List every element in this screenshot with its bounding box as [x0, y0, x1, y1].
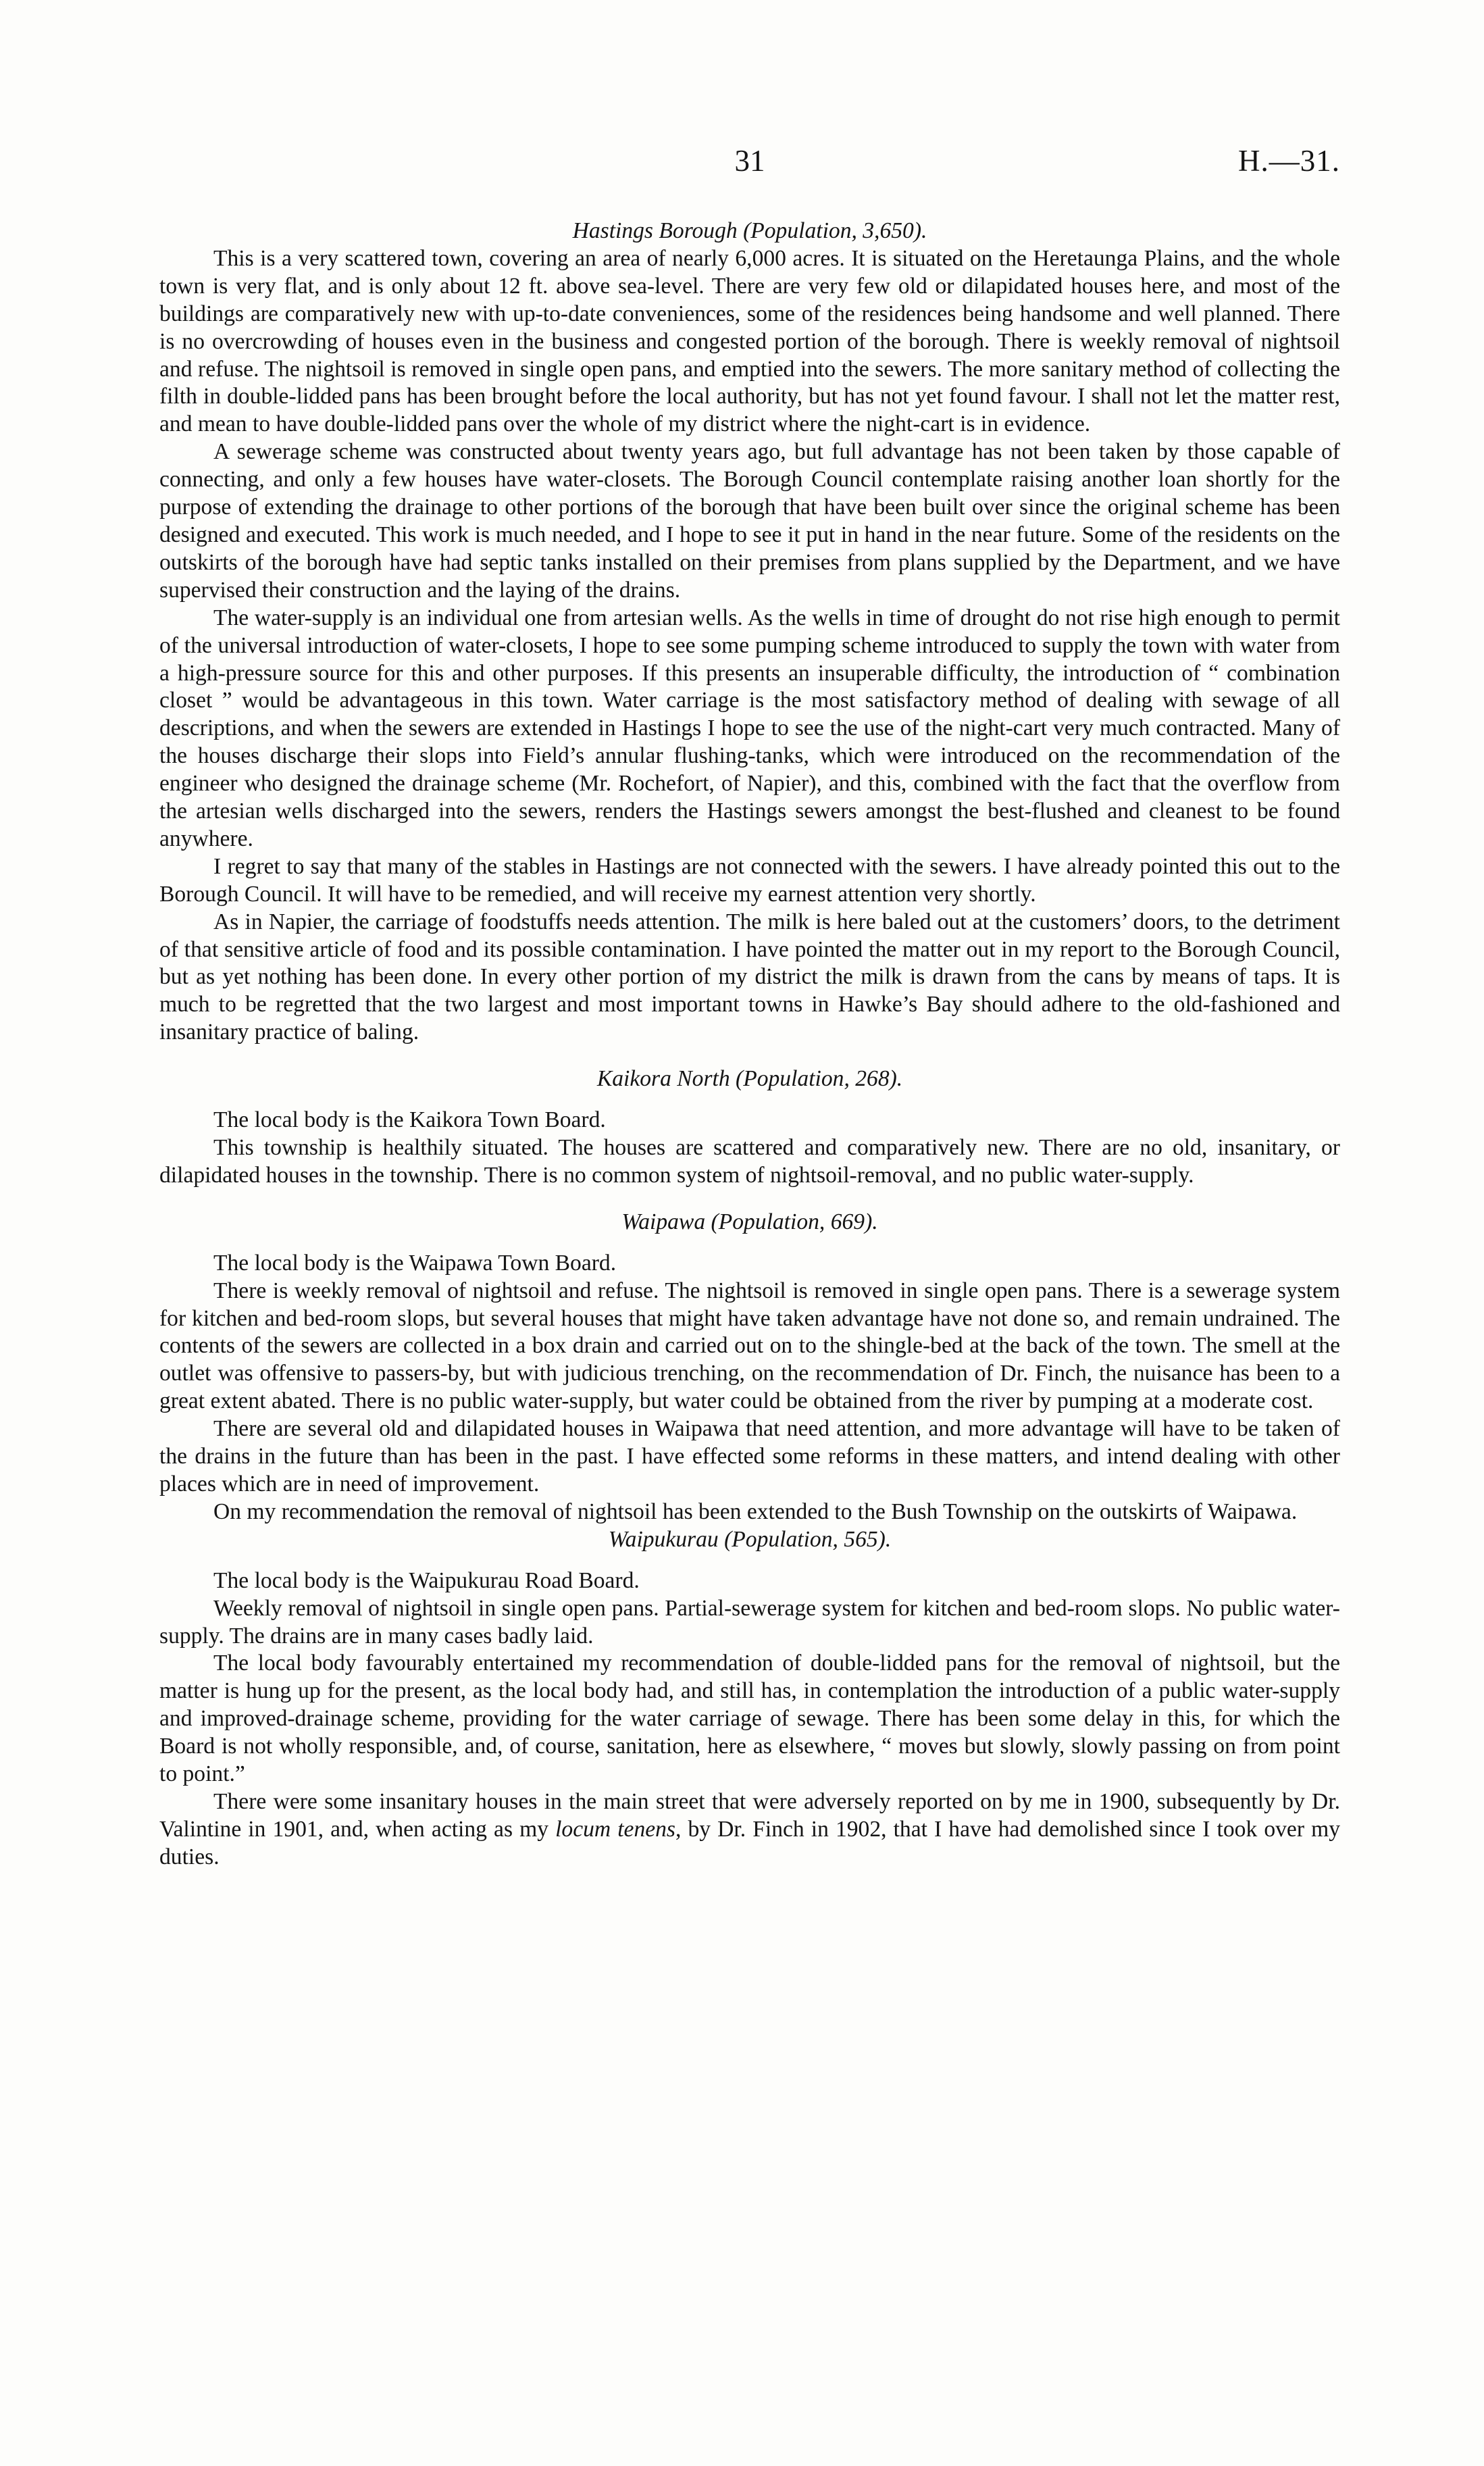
- paragraph: There is weekly removal of nightsoil and refuse. The nightsoil is removed in single open pans. There is a sewerage system for kitchen and bed-room slops, but several houses that might have taken advantage have not done so, and remain undrained. The contents of the sewers are collected in a box drain and carried out on to the shingle-bed at the back of the town. The smell at the outlet was offensive to passers-by, but with judicious trenching, on the recommendation of Dr. Finch, the nuisance has been to a great extent abated. There is no public water-supply, but water could be obtained from the river by pumping at a moderate cost.: [159, 1278, 1340, 1414]
- page-number: 31: [734, 144, 765, 178]
- paragraph: Weekly removal of nightsoil in single open pans. Partial-sewerage system for kitchen and bed-room slops. No public water-supply. The drains are in many cases badly laid.: [159, 1595, 1340, 1649]
- paragraph: A sewerage scheme was constructed about twenty years ago, but full advantage has not been taken by those capable of connecting, and only a few houses have water-closets. The Borough Council contemplate raising another loan shortly for the purpose of extending the drainage to other portions of the borough that have been built over since the original scheme has been designed and executed. This work is much needed, and I hope to see it put in hand in the near future. Some of the residents on the outskirts of the borough have had septic tanks installed on their premises from plans supplied by the Department, and we have supervised their construction and the laying of the drains.: [159, 439, 1340, 603]
- closing-text: There were some insanitary houses in the main street that were adversely reported on by me in 1900, subsequently by Dr. Valintine in 1901, and, when acting as my: [159, 1788, 1340, 1842]
- section-heading-hastings: Hastings Borough (Population, 3,650).: [572, 218, 927, 243]
- report-body: [159, 218, 1340, 1871]
- document-reference: H.—31.: [1238, 144, 1340, 178]
- closing-text-end: , by Dr. Finch in 1902, that I have had demolished since I took over my duties.: [159, 1816, 1340, 1869]
- paragraph: As in Napier, the carriage of foodstuffs needs attention. The milk is here baled out at the customers’ doors, to the detriment of that sensitive article of food and its possible contamination. I have pointed the matter out in my report to the Borough Council, but as yet nothing has been done. In every other portion of my district the milk is drawn from the cans by means of taps. It is much to be regretted that the two largest and most important towns in Hawke’s Bay should adhere to the old-fashioned and insanitary practice of baling.: [159, 909, 1340, 1045]
- paragraph: On my recommendation the removal of nightsoil has been extended to the Bush Township on the outskirts of Waipawa.: [213, 1499, 1298, 1524]
- paragraph: There are several old and dilapidated houses in Waipawa that need attention, and more advantage will have to be taken of the drains in the future than has been in the past. I have effected some reforms in these matters, and intend dealing with other places which are in need of improvement.: [159, 1416, 1340, 1496]
- paragraph-closing: [159, 1788, 1340, 1871]
- closing-italic-term: locum tenens: [555, 1816, 676, 1842]
- paragraph: I regret to say that many of the stables in Hastings are not connected with the sewers. I have already pointed this out to the Borough Council. It will have to be remedied, and will receive my earnest attention very shortly.: [159, 853, 1340, 907]
- page-header: [159, 143, 1340, 184]
- paragraph: The local body favourably entertained my recommendation of double-lidded pans for the removal of nightsoil, but the matter is hung up for the present, as the local body had, and still has, in contemplation the introduction of a public water-supply and improved-drainage scheme, providing for the water carriage of sewage. There has been some delay in this, for which the Board is not wholly responsible, and, of course, sanitation, here as elsewhere, “ moves but slowly, slowly passing on from point to point.”: [159, 1651, 1340, 1787]
- paragraph: This township is healthily situated. The houses are scattered and comparatively new. There are no old, insanitary, or dilapidated houses in the township. There is no common system of nightsoil-removal, and no public water-supply.: [159, 1135, 1340, 1188]
- section-heading-waipawa: Waipawa (Population, 669).: [621, 1209, 878, 1234]
- paragraph: The water-supply is an individual one from artesian wells. As the wells in time of drought do not rise high enough to permit of the universal introduction of water-closets, I hope to see some pumping scheme introduced to supply the town with water from a high-pressure source for this and other purposes. If this presents an insuperable difficulty, the introduction of “ combination closet ” would be advantageous in this town. Water carriage is the most satisfactory method of dealing with sewage of all descriptions, and when the sewers are extended in Hastings I hope to see the use of the night-cart very much contracted. Many of the houses discharge their slops into Field’s annular flushing-tanks, which were introduced on the recommendation of the engineer who designed the drainage scheme (Mr. Rochefort, of Napier), and this, combined with the fact that the overflow from the artesian wells discharged into the sewers, renders the Hastings sewers amongst the best-flushed and cleanest to be found anywhere.: [159, 605, 1340, 851]
- section-heading-waipukurau: Waipukurau (Population, 565).: [608, 1526, 892, 1552]
- paragraph: The local body is the Waipukurau Road Board.: [213, 1567, 640, 1593]
- paragraph: The local body is the Kaikora Town Board.: [213, 1107, 606, 1133]
- section-heading-kaikora-north: Kaikora North (Population, 268).: [596, 1066, 903, 1092]
- paragraph: The local body is the Waipawa Town Board.: [213, 1250, 617, 1276]
- paragraph: This is a very scattered town, covering an area of nearly 6,000 acres. It is situated on the Heretaunga Plains, and the whole town is very flat, and is only about 12 ft. above sea-level. There are very few old or dilapidated houses here, and most of the buildings are comparatively new with up-to-date conveniences, some of the residences being handsome and well planned. There is no overcrowding of houses even in the business and congested portion of the borough. There is weekly removal of nightsoil and refuse. The nightsoil is removed in single open pans, and emptied into the sewers. The more sanitary method of collecting the filth in double-lidded pans has been brought before the local authority, but has not yet found favour. I shall not let the matter rest, and mean to have double-lidded pans over the whole of my district where the night-cart is in evidence.: [159, 245, 1340, 437]
